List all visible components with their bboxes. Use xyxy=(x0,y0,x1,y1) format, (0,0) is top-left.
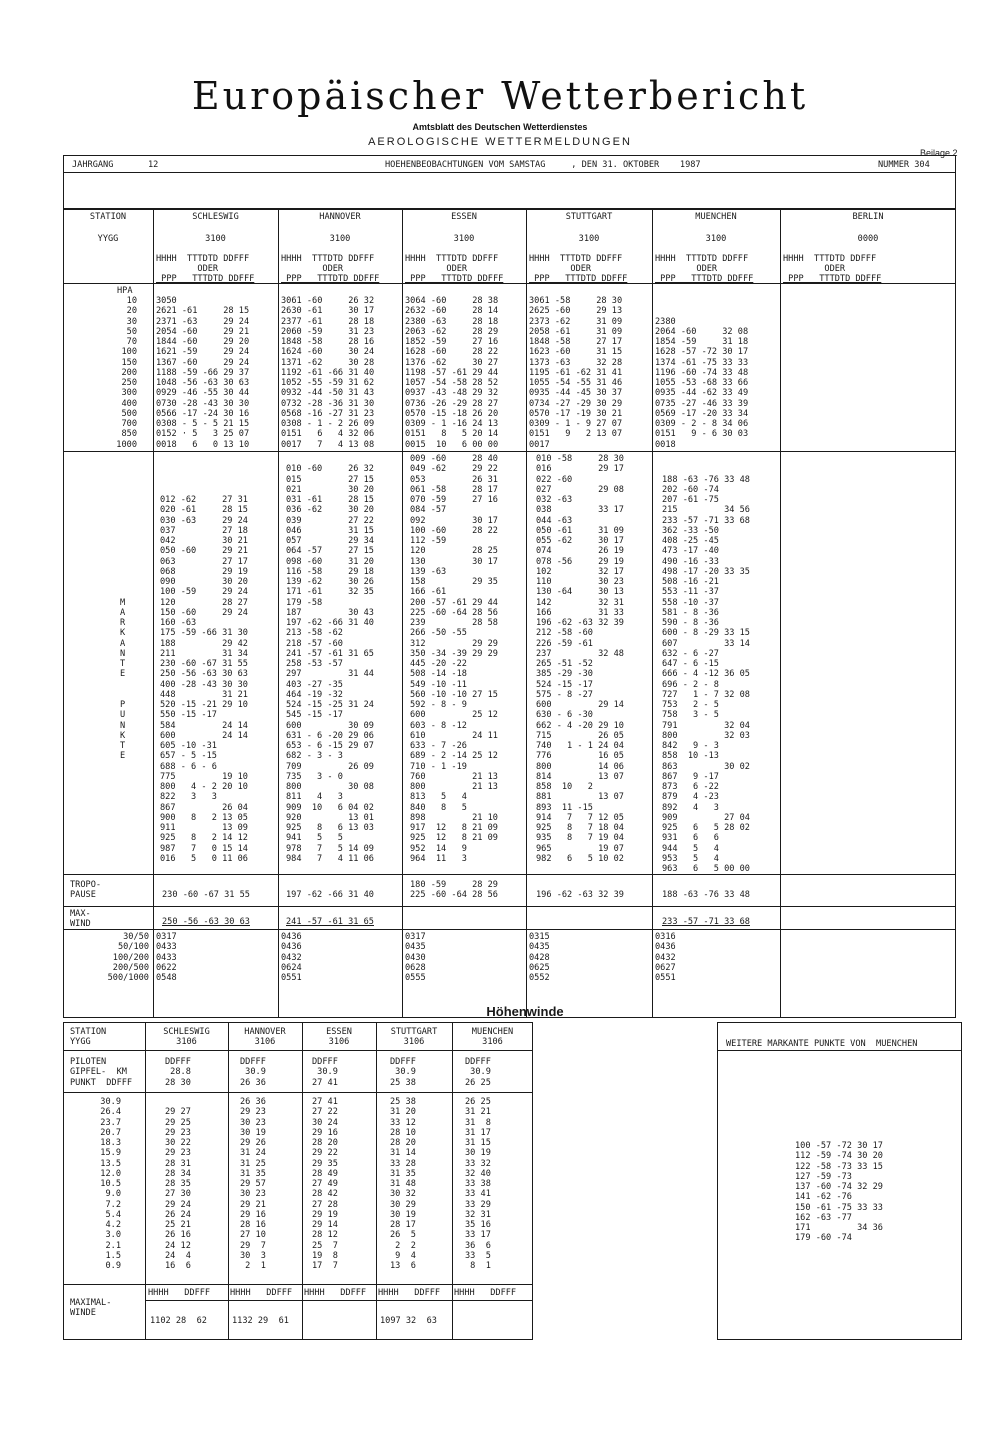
station-name: ESSEN xyxy=(451,212,477,222)
station-label: STATION xyxy=(89,212,127,222)
col-header-line2: ODER xyxy=(783,264,846,274)
page-title: Europäischer Wetterbericht xyxy=(191,74,809,118)
maximal-winds-hannover: 1132 29 61 xyxy=(232,1316,289,1326)
col-header-line1: HHHH TTTDTD DDFFF xyxy=(783,254,877,264)
table-col-sep xyxy=(278,208,279,1018)
winds-km-schleswig: 29 27 29 25 29 23 30 22 29 23 28 31 28 34 28 35 27 30 29 24 26 24 25 21 26 16 24 12 24 4 16 6 xyxy=(165,1107,191,1271)
col-header-line1: HHHH TTTDTD DDFFF xyxy=(156,254,250,264)
shear-schleswig: 0317 0433 0433 0622 0548 xyxy=(156,932,177,983)
upper-winds-title: Höhenwinde xyxy=(486,1004,564,1019)
col-header-line2: ODER xyxy=(655,264,718,274)
winds-station-yygg: 3106 xyxy=(403,1037,425,1047)
page-subtitle: Amtsblatt des Deutschen Wetterdienstes xyxy=(412,122,588,132)
significant-levels-label: M A R K A N T E P U N K T E xyxy=(120,597,126,762)
maximal-winds-header: HHHH DDFFF xyxy=(148,1288,211,1298)
col-header-line3: PPP TTTDTD DDFFF xyxy=(281,274,380,284)
shear-stuttgart: 0315 0435 0428 0625 0552 xyxy=(529,932,550,983)
winds-row-sep xyxy=(145,1300,533,1301)
maximal-winds-stuttgart: 1097 32 63 xyxy=(380,1316,437,1326)
header-rule xyxy=(63,172,956,173)
winds-col-sep xyxy=(145,1022,146,1340)
piloten-stuttgart: DDFFF 30.9 25 38 xyxy=(390,1057,416,1088)
station-yygg: 3100 xyxy=(578,234,600,244)
significant-levels-schleswig: 012 -62 27 31 020 -61 28 15 030 -63 29 24 037 27 18 042 30 21 050 -60 29 21 063 27 17 068 29 19 090 30 20 100 -59 29 24 120 28 27 150 -60 29 24 160 -63 175 -59 -66 31 30 188 29 42 211 31 34 230 -60 -67 31 55 250 -56 -63 30 63 400 -28 -43 30 30 448 31 21 520 -15 -21 29 10 550 -15 -17 584 24 14 600 24 14 605 -10 -31 657 - 5 -15 688 - 6 - 6 775 19 10 800 4 - 2 20 10 822 3 3 867 26 04 900 8 2 13 05 911 13 09 925 8 2 14 12 987 7 0 15 14 016 5 0 11 06 xyxy=(160,495,248,864)
winds-col-sep xyxy=(376,1022,377,1340)
table-row-sep xyxy=(63,451,956,452)
shear-layers-label: 30/50 50/100 100/200 200/500 500/1000 xyxy=(107,932,149,983)
station-name: MUENCHEN xyxy=(695,212,737,222)
col-header-line3: PPP TTTDTD DDFFF xyxy=(156,274,255,284)
standard-levels-muenchen: 2380 2064 -60 32 08 1854 -59 31 18 1628 -57 -72 30 17 1374 -61 -75 33 33 1196 -60 -74 33 48 1055 -53 -68 33 66 0935 -44 -62 33 49 0735 -27 -46 33 39 0569 -17 -20 33 34 0309 - 2 - 8 34 06 0151 9 - 6 30 03 0018 xyxy=(655,316,749,450)
winds-station-yygg: 3106 xyxy=(482,1037,503,1047)
table-row-sep xyxy=(63,929,956,930)
col-header-line3: PPP TTTDTD DDFFF xyxy=(655,274,754,284)
winds-col-sep xyxy=(228,1022,229,1340)
standard-levels-hannover: 3061 -60 26 32 2630 -61 30 17 2377 -61 28 18 2060 -59 31 23 1848 -58 28 16 1624 -60 30 24 1371 -62 30 28 1192 -61 -66 31 40 1052 -55 -59 31 62 0932 -44 -50 31 43 0732 -28 -36 31 30 0568 -16 -27 31 23 0308 - 1 - 2 26 09 0151 6 4 32 06 0017 7 4 13 08 xyxy=(281,296,375,450)
significant-levels-hannover: 010 -60 26 32 015 27 15 021 30 20 031 -61 28 15 036 -62 30 20 039 27 22 046 31 15 057 29 34 064 -57 27 15 098 -60 31 20 116 -58 29 18 139 -62 30 26 171 -61 32 35 179 -58 187 30 43 197 -62 -66 31 40 213 -58 -62 218 -57 -60 241 -57 -61 31 65 258 -53 -57 297 31 44 403 -27 -35 464 -19 -32 524 -15 -25 31 24 545 -15 -17 600 30 09 631 - 6 -20 29 06 653 - 6 -15 29 07 682 - 3 - 3 709 26 09 735 3 - 0 800 30 08 811 4 3 909 10 6 04 02 920 13 01 925 8 6 13 03 941 5 5 978 7 5 14 09 984 7 4 11 06 xyxy=(286,464,374,864)
significant-levels-essen: 009 -60 28 40 049 -62 29 22 053 26 31 061 -58 28 17 070 -59 27 16 084 -57 092 30 17 100 -60 28 22 112 -59 120 28 25 130 30 17 139 -63 158 29 35 166 -61 200 -57 -61 29 44 225 -60 -64 28 56 239 28 58 266 -50 -55 312 29 29 350 -34 -39 29 29 445 -20 -22 508 -14 -18 549 -10 -11 560 -10 -10 27 15 592 - 8 - 9 600 25 12 603 - 8 -12 610 24 11 633 - 7 -26 689 - 2 -14 25 12 710 - 1 -19 760 21 13 800 21 13 813 5 4 840 8 5 898 21 10 917 12 8 21 09 925 12 8 21 09 952 14 9 964 11 3 xyxy=(410,454,498,864)
tropopause-label: TROPO- PAUSE xyxy=(70,880,102,901)
winds-km-muenchen: 26 25 31 21 31 8 31 17 31 15 30 19 33 32 32 40 33 38 33 41 33 29 32 31 35 16 33 17 36 6 33 5 8 1 xyxy=(465,1097,491,1271)
winds-station-name: MUENCHEN xyxy=(471,1027,514,1037)
table-col-sep xyxy=(153,208,154,1018)
additional-points-title: WEITERE MARKANTE PUNKTE VON MUENCHEN xyxy=(726,1039,918,1049)
table-col-sep xyxy=(526,208,527,1018)
tropopause-hannover: 197 -62 -66 31 40 xyxy=(286,890,374,901)
standard-levels-stuttgart: 3061 -58 28 30 2625 -60 29 13 2373 -62 31 09 2058 -61 31 09 1848 -58 27 17 1623 -60 31 15 1373 -63 32 28 1195 -61 -62 31 41 1055 -54 -55 31 46 0935 -44 -45 30 37 0734 -27 -29 30 29 0570 -17 -19 30 21 0309 - 1 - 9 27 07 0151 9 2 13 07 0017 xyxy=(529,296,623,450)
winds-col-sep xyxy=(452,1022,453,1340)
piloten-essen: DDFFF 30.9 27 41 xyxy=(312,1057,338,1088)
winds-km-stuttgart: 25 38 31 20 33 12 28 10 28 20 31 14 33 28 31 35 31 48 30 32 30 29 30 19 28 17 26 5 2 2 9 4 13 6 xyxy=(390,1097,416,1271)
additional-points-rule xyxy=(717,1050,962,1051)
shear-hannover: 0436 0436 0432 0624 0551 xyxy=(281,932,302,983)
maxwind-muenchen: 233 -57 -71 33 68 xyxy=(662,917,750,927)
col-header-line2: ODER xyxy=(405,264,468,274)
station-yygg: 3100 xyxy=(705,234,727,244)
winds-station-label: STATION YYGG xyxy=(70,1027,107,1048)
winds-km-essen: 27 41 27 22 30 24 29 16 28 20 29 22 29 35 28 49 27 49 28 42 27 28 29 19 29 14 28 12 25 7 19 8 17 7 xyxy=(312,1097,338,1271)
tropopause-stuttgart: 196 -62 -63 32 39 xyxy=(536,890,624,901)
winds-station-name: STUTTGART xyxy=(390,1027,438,1037)
winds-station-yygg: 3106 xyxy=(254,1037,276,1047)
maximal-winds-label: MAXIMAL- WINDE xyxy=(70,1298,112,1319)
winds-station-name: HANNOVER xyxy=(244,1027,286,1037)
col-header-line1: HHHH TTTDTD DDFFF xyxy=(405,254,499,264)
station-name: HANNOVER xyxy=(319,212,361,222)
table-col-sep xyxy=(402,208,403,1018)
yygg-label: YYGG xyxy=(97,234,119,244)
maximal-winds-header: HHHH DDFFF xyxy=(304,1288,367,1298)
maxwind-schleswig: 250 -56 -63 30 63 xyxy=(162,917,250,927)
tropopause-essen: 180 -59 28 29 225 -60 -64 28 56 xyxy=(410,880,498,901)
observation-date: HOEHENBEOBACHTUNGEN VOM SAMSTAG , DEN 31. OKTOBER 1987 xyxy=(385,160,701,170)
station-name: STUTTGART xyxy=(565,212,613,222)
winds-station-yygg: 3106 xyxy=(176,1037,197,1047)
winds-km-hannover: 26 36 29 23 30 23 30 19 29 26 31 24 31 25 31 35 29 57 30 23 29 21 29 16 28 16 27 10 29 7 30 3 2 1 xyxy=(240,1097,266,1271)
significant-levels-stuttgart: 010 -58 28 30 016 29 17 022 -60 027 29 08 032 -63 038 33 17 044 -63 050 -61 31 09 055 -62 30 17 074 26 19 078 -56 29 19 102 32 17 110 30 23 130 -64 30 13 142 32 31 166 31 33 196 -62 -63 32 39 212 -58 -60 226 -59 -61 237 32 48 265 -51 -52 385 -29 -30 524 -15 -17 575 - 8 -27 600 29 14 630 - 6 -30 662 - 4 -20 29 10 715 26 05 740 1 - 1 24 04 776 16 05 800 14 06 814 13 07 858 10 2 881 13 07 893 11 -15 914 7 7 12 05 925 8 7 18 04 935 8 7 19 04 965 19 07 982 6 5 10 02 xyxy=(536,454,624,864)
piloten-label: PILOTEN GIPFEL- KM PUNKT DDFFF xyxy=(70,1057,133,1088)
piloten-muenchen: DDFFF 30.9 26 25 xyxy=(465,1057,491,1088)
jahrgang-value: 12 xyxy=(148,160,159,170)
station-name: BERLIN xyxy=(852,212,884,222)
beilage-label: Beilage 2 xyxy=(920,148,958,158)
piloten-hannover: DDFFF 30.9 26 36 xyxy=(240,1057,266,1088)
col-header-line3: PPP TTTDTD DDFFF xyxy=(405,274,504,284)
table-row-sep xyxy=(63,874,956,875)
tropopause-schleswig: 230 -60 -67 31 55 xyxy=(162,890,250,901)
maxwind-hannover: 241 -57 -61 31 65 xyxy=(286,917,374,927)
standard-levels-schleswig: 3050 2621 -61 28 15 2371 -63 29 24 2054 -60 29 21 1844 -60 29 20 1621 -59 29 24 1367 -60 29 24 1188 -59 -66 29 37 1048 -56 -63 30 63 0929 -46 -55 30 44 0730 -28 -43 30 30 0566 -17 -24 30 16 0308 - 5 - 5 21 15 0152 · 5 3 25 07 0018 6 0 13 10 xyxy=(156,296,250,450)
table-row-sep xyxy=(63,906,956,907)
standard-levels-essen: 3064 -60 28 38 2632 -60 28 14 2380 -63 28 18 2063 -62 28 29 1852 -59 27 16 1628 -60 28 22 1376 -62 30 27 1198 -57 -61 29 44 1057 -54 -58 28 52 0937 -43 -48 29 32 0736 -26 -29 28 27 0570 -15 -18 26 20 0309 - 1 -16 24 13 0151 8 5 20 14 0015 10 6 00 00 xyxy=(405,296,499,450)
issue-number: NUMMER 304 xyxy=(878,160,930,170)
col-header-line1: HHHH TTTDTD DDFFF xyxy=(281,254,375,264)
winds-km-levels: 30.9 26.4 23.7 20.7 18.3 15.9 13.5 12.0 10.5 9.0 7.2 5.4 4.2 3.0 2.1 1.5 0.9 xyxy=(100,1097,121,1271)
shear-muenchen: 0316 0436 0432 0627 0551 xyxy=(655,932,676,983)
table-col-sep xyxy=(780,208,781,1018)
shear-essen: 0317 0435 0430 0628 0555 xyxy=(405,932,426,983)
significant-levels-muenchen: 188 -63 -76 33 48 202 -60 -74 207 -61 -75 215 34 56 233 -57 -71 33 68 362 -33 -50 408 -25 -45 473 -17 -40 490 -16 -33 498 -17 -20 33 35 508 -16 -21 553 -11 -37 558 -10 -37 581 - 8 -36 590 - 8 -36 600 - 8 -29 33 15 607 33 14 632 - 6 -27 647 - 6 -15 666 - 4 -12 36 05 696 - 2 - 8 727 1 - 7 32 08 753 2 - 5 758 3 - 5 791 32 04 800 32 03 842 9 - 3 858 10 -13 863 30 02 867 9 -17 873 6 -22 879 4 -23 892 4 3 909 27 04 925 6 5 28 02 931 6 6 944 5 4 953 5 4 963 6 5 00 00 xyxy=(662,474,750,874)
station-yygg: 3100 xyxy=(453,234,475,244)
winds-station-yygg: 3106 xyxy=(328,1037,350,1047)
col-header-line2: ODER xyxy=(281,264,344,274)
col-header-line1: HHHH TTTDTD DDFFF xyxy=(529,254,623,264)
station-yygg: 0000 xyxy=(857,234,879,244)
winds-row-sep xyxy=(63,1092,533,1093)
page-subtitle-aerological: AEROLOGISCHE WETTERMELDUNGEN xyxy=(368,136,632,148)
maximal-winds-header: HHHH DDFFF xyxy=(230,1288,293,1298)
maximal-winds-header: HHHH DDFFF xyxy=(454,1288,517,1298)
col-header-line3: PPP TTTDTD DDFFF xyxy=(529,274,628,284)
table-col-sep xyxy=(652,208,653,1018)
hpa-label: HPA xyxy=(117,286,133,296)
winds-col-sep xyxy=(302,1022,303,1340)
hpa-levels: 10 20 30 50 70 100 150 200 250 300 400 500 700 850 1000 xyxy=(116,296,137,450)
winds-row-sep xyxy=(63,1284,533,1285)
station-yygg: 3100 xyxy=(329,234,351,244)
col-header-line2: ODER xyxy=(529,264,592,274)
col-header-line3: PPP TTTDTD DDFFF xyxy=(783,274,882,284)
station-yygg: 3100 xyxy=(205,234,226,244)
maxwind-label: MAX- WIND xyxy=(70,909,91,930)
winds-station-name: ESSEN xyxy=(326,1027,352,1037)
maximal-winds-header: HHHH DDFFF xyxy=(378,1288,441,1298)
col-header-line2: ODER xyxy=(156,264,219,274)
col-header-line1: HHHH TTTDTD DDFFF xyxy=(655,254,749,264)
maximal-winds-schleswig: 1102 28 62 xyxy=(150,1316,207,1326)
jahrgang-label: JAHRGANG xyxy=(72,160,114,170)
station-name: SCHLESWIG xyxy=(192,212,239,222)
winds-station-name: SCHLESWIG xyxy=(163,1027,210,1037)
piloten-schleswig: DDFFF 28.8 28 30 xyxy=(165,1057,191,1088)
winds-row-sep xyxy=(63,1050,533,1051)
additional-points-muenchen: 100 -57 -72 30 17 112 -59 -74 30 20 122 -58 -73 33 15 127 -59 -73 137 -60 -74 32 29 141 -62 -76 150 -61 -75 33 33 162 -63 -77 171 34 36 179 -60 -74 xyxy=(795,1141,883,1244)
tropopause-muenchen: 188 -63 -76 33 48 xyxy=(662,890,750,901)
